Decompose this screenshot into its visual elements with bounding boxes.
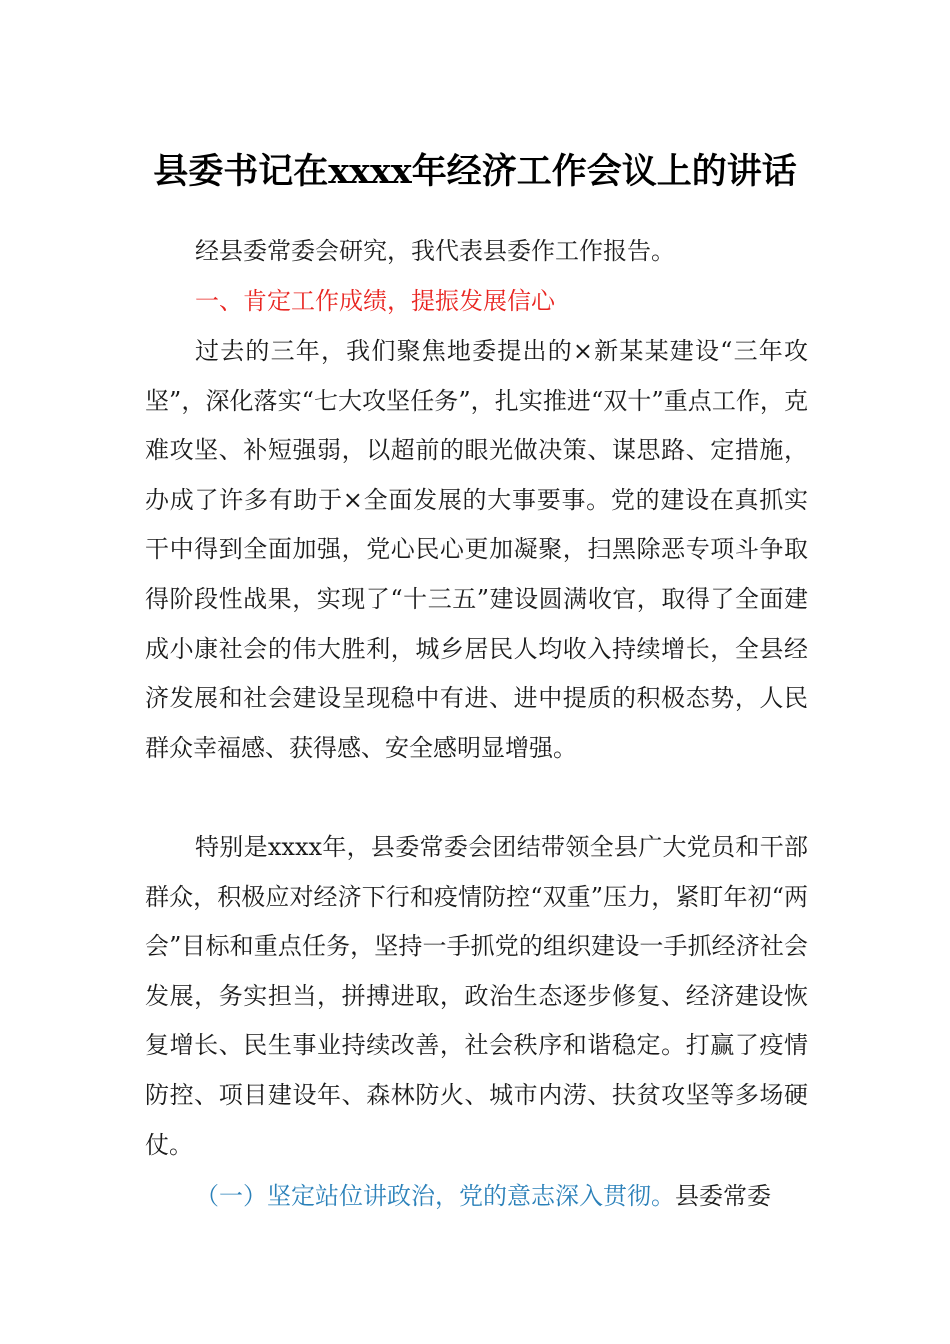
intro-paragraph: 经县委常委会研究，我代表县委作工作报告。 [195, 237, 675, 265]
section-heading-1: 一、肯定工作成绩，提振发展信心 [195, 287, 555, 315]
document-title: 县委书记在xxxx年经济工作会议上的讲话 [153, 151, 797, 192]
body-paragraph-3 [145, 1172, 808, 1222]
body-paragraph-1: 过去的三年，我们聚焦地委提出的×新某某建设“三年攻坚”，深化落实“七大攻坚任务”，扎实推进“双十”重点工作，克难攻坚、补短强弱，以超前的眼光做决策、谋思路、定措施，办成了许多有助于×全面发展的大事要事。党的建设在真抓实干中得到全面加强，党心民心更加凝聚，扫黑除恶专项斗争取得阶段性战果，实现了“十三五”建设圆满收官，取得了全面建成小康社会的伟大胜利，城乡居民人均收入持续增长，全县经济发展和社会建设呈现稳中有进、进中提质的积极态势，人民群众幸福感、获得感、安全感明显增强。 [145, 337, 808, 762]
subsection-heading-1: （一）坚定站位讲政治，党的意志深入贯彻。 [195, 1182, 675, 1210]
body-paragraph-2: 特别是xxxx年，县委常委会团结带领全县广大党员和干部群众，积极应对经济下行和疫情防控“双重”压力，紧盯年初“两会”目标和重点任务，坚持一手抓党的组织建设一手抓经济社会发展，务实担当，拼搏进取，政治生态逐步修复、经济建设恢复增长、民生事业持续改善，社会秩序和谐稳定。打赢了疫情防控、项目建设年、森林防火、城市内涝、扶贫攻坚等多场硬仗。 [145, 833, 808, 1159]
paragraph-3-start: 县委常委 [675, 1182, 771, 1210]
